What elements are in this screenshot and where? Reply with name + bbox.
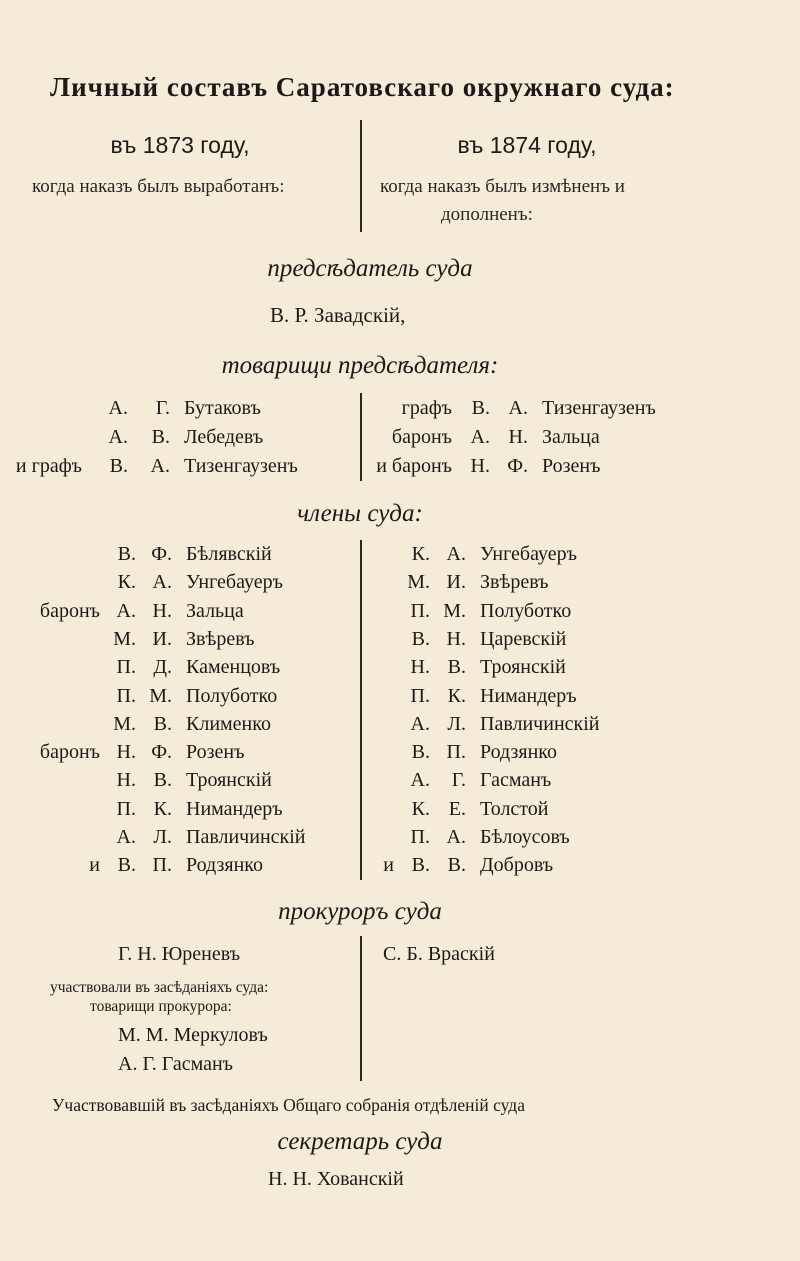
first-initial: К.	[411, 543, 430, 565]
name-row	[0, 826, 306, 849]
chairman-heading: предсѣдатель суда	[267, 255, 473, 282]
surname: Зальца	[542, 426, 600, 448]
second-initial: Г.	[451, 769, 466, 792]
surname: Родзянко	[186, 854, 263, 877]
name-prefix: и графъ	[15, 455, 82, 477]
name-row	[0, 426, 263, 449]
first-initial: М.	[113, 627, 136, 650]
surname: Лебедевъ	[184, 426, 264, 448]
second-initial: И.	[446, 571, 466, 594]
name-prefix: баронъ	[391, 426, 452, 448]
name-row	[364, 571, 549, 594]
name-prefix: баронъ	[39, 599, 100, 622]
first-initial: К.	[117, 571, 136, 594]
second-initial: М.	[443, 599, 466, 622]
name-row	[0, 571, 283, 594]
year-1874-note-line2: дополненъ:	[441, 204, 533, 225]
second-initial: А.	[446, 826, 466, 848]
second-initial: П.	[446, 741, 466, 764]
second-initial: В.	[153, 769, 172, 792]
first-initial: П.	[410, 826, 430, 848]
second-initial: Н.	[152, 599, 172, 622]
year-1873-note: когда наказъ былъ выработанъ:	[32, 176, 285, 197]
name-row	[0, 656, 280, 679]
general-assembly-note: Участвовавшій въ засѣданіяхъ Общаго собранія отдѣленій суда	[52, 1095, 525, 1115]
second-initial: А.	[152, 571, 172, 594]
second-initial: Ф.	[151, 741, 172, 764]
name-row	[0, 854, 263, 877]
name-row	[364, 798, 549, 821]
surname: Павличинскій	[186, 826, 306, 848]
members-heading: члены суда:	[297, 500, 423, 527]
surname: Родзянко	[480, 741, 557, 764]
surname: Бутаковъ	[184, 397, 261, 419]
second-initial: Ф.	[151, 543, 172, 565]
deputies-divider	[360, 393, 362, 481]
second-initial: Л.	[447, 712, 466, 735]
first-initial: В.	[109, 455, 128, 477]
name-row	[0, 769, 272, 792]
name-row	[0, 741, 244, 764]
second-initial: Н.	[508, 426, 528, 448]
name-row	[0, 628, 255, 651]
first-initial: В.	[411, 627, 430, 650]
prosecutor-right-name: С. Б. Враскій	[383, 943, 495, 965]
assistant-prosecutor-1: М. М. Меркуловъ	[118, 1024, 268, 1046]
name-row	[374, 426, 600, 449]
name-row	[364, 600, 571, 623]
surname: Добровъ	[480, 854, 554, 877]
name-row	[0, 798, 283, 821]
first-initial: А.	[410, 769, 430, 792]
first-initial: А.	[116, 826, 136, 848]
prosecutor-note-line2: товарищи прокурора:	[90, 998, 232, 1015]
assistant-prosecutor-2: А. Г. Гасманъ	[118, 1053, 234, 1075]
surname: Троянскій	[186, 769, 272, 792]
name-row	[0, 543, 272, 566]
second-initial: Е.	[448, 797, 466, 820]
surname: Бѣлоусовъ	[480, 826, 570, 848]
surname: Розенъ	[542, 455, 601, 477]
first-initial: П.	[410, 599, 430, 622]
name-row	[374, 397, 656, 420]
surname: Троянскій	[480, 656, 566, 679]
name-prefix: и	[383, 854, 394, 877]
name-prefix: и	[89, 854, 100, 877]
first-initial: А.	[410, 712, 430, 735]
deputies-heading: товарищи предсѣдателя:	[221, 352, 499, 379]
second-initial: Н.	[446, 627, 466, 650]
first-initial: А.	[470, 426, 490, 448]
name-prefix: баронъ	[39, 741, 100, 764]
name-row	[364, 826, 570, 849]
first-initial: В.	[471, 397, 490, 419]
surname: Звѣревъ	[186, 627, 255, 650]
first-initial: П.	[116, 684, 136, 707]
second-initial: Г.	[155, 397, 170, 419]
first-initial: П.	[116, 797, 136, 820]
second-initial: А.	[446, 543, 466, 565]
name-row	[364, 656, 566, 679]
surname: Звѣревъ	[480, 571, 549, 594]
prosecutor-heading: прокуроръ суда	[278, 898, 442, 925]
surname: Полуботко	[480, 599, 572, 622]
name-row	[0, 713, 271, 736]
first-initial: А.	[108, 426, 128, 448]
members-divider	[360, 540, 362, 880]
second-initial: В.	[151, 426, 170, 448]
name-row	[0, 685, 277, 708]
second-initial: Ф.	[507, 455, 528, 477]
second-initial: Л.	[153, 826, 172, 848]
name-row	[364, 543, 577, 566]
surname: Царевскій	[480, 627, 567, 650]
surname: Унгебауеръ	[480, 543, 577, 565]
surname: Тизенгаузенъ	[184, 455, 298, 477]
second-initial: М.	[149, 684, 172, 707]
first-initial: А.	[116, 599, 136, 622]
surname: Павличинскій	[480, 712, 600, 735]
first-initial: Н.	[116, 769, 136, 792]
second-initial: В.	[153, 712, 172, 735]
second-initial: А.	[508, 397, 528, 419]
surname: Нимандеръ	[480, 684, 577, 707]
second-initial: П.	[152, 854, 172, 877]
first-initial: А.	[108, 397, 128, 419]
name-prefix: графъ	[401, 397, 452, 419]
first-initial: Н.	[470, 455, 490, 477]
prosecutor-left-name: Г. Н. Юреневъ	[118, 943, 241, 965]
surname: Нимандеръ	[186, 797, 283, 820]
surname: Зальца	[186, 599, 244, 622]
first-initial: К.	[411, 797, 430, 820]
first-initial: М.	[113, 712, 136, 735]
first-initial: М.	[407, 571, 430, 594]
surname: Розенъ	[186, 741, 245, 764]
name-row	[0, 600, 244, 623]
page-title: Личный составъ Саратовскаго окружнаго суда:	[50, 72, 675, 102]
name-row	[0, 455, 298, 478]
name-row	[364, 713, 600, 736]
first-initial: В.	[117, 543, 136, 565]
second-initial: И.	[152, 627, 172, 650]
name-row	[364, 628, 566, 651]
year-1873-heading: въ 1873 году,	[110, 132, 250, 158]
first-initial: П.	[410, 684, 430, 707]
surname: Тизенгаузенъ	[542, 397, 656, 419]
secretary-heading: секретарь суда	[277, 1128, 443, 1155]
secretary-name: Н. Н. Хованскій	[268, 1168, 404, 1190]
year-1874-note-line1: когда наказъ былъ измѣненъ и	[380, 176, 625, 197]
first-initial: П.	[116, 656, 136, 679]
name-row	[374, 455, 600, 478]
name-row	[364, 854, 553, 877]
name-row	[0, 397, 261, 420]
second-initial: К.	[447, 684, 466, 707]
first-initial: Н.	[116, 741, 136, 764]
header-divider	[360, 120, 362, 232]
name-row	[364, 769, 551, 792]
first-initial: В.	[411, 741, 430, 764]
chairman-name: В. Р. Завадскій,	[270, 303, 406, 327]
surname: Толстой	[480, 797, 549, 820]
second-initial: К.	[153, 797, 172, 820]
name-prefix: и баронъ	[376, 455, 452, 477]
second-initial: В.	[447, 656, 466, 679]
second-initial: А.	[150, 455, 170, 477]
year-1874-heading: въ 1874 году,	[457, 132, 597, 158]
surname: Гасманъ	[480, 769, 552, 792]
first-initial: В.	[411, 854, 430, 877]
surname: Унгебауеръ	[186, 571, 283, 594]
prosecutor-note-line1: участвовали въ засѣданіяхъ суда:	[50, 979, 269, 996]
surname: Клименко	[186, 712, 271, 735]
surname: Бѣлявскій	[186, 543, 272, 565]
first-initial: В.	[117, 854, 136, 877]
name-row	[364, 685, 577, 708]
name-row	[364, 741, 557, 764]
second-initial: Д.	[153, 656, 172, 679]
first-initial: Н.	[410, 656, 430, 679]
surname: Полуботко	[186, 684, 278, 707]
prosecutor-divider	[360, 936, 362, 1081]
surname: Каменцовъ	[186, 656, 281, 679]
second-initial: В.	[447, 854, 466, 877]
